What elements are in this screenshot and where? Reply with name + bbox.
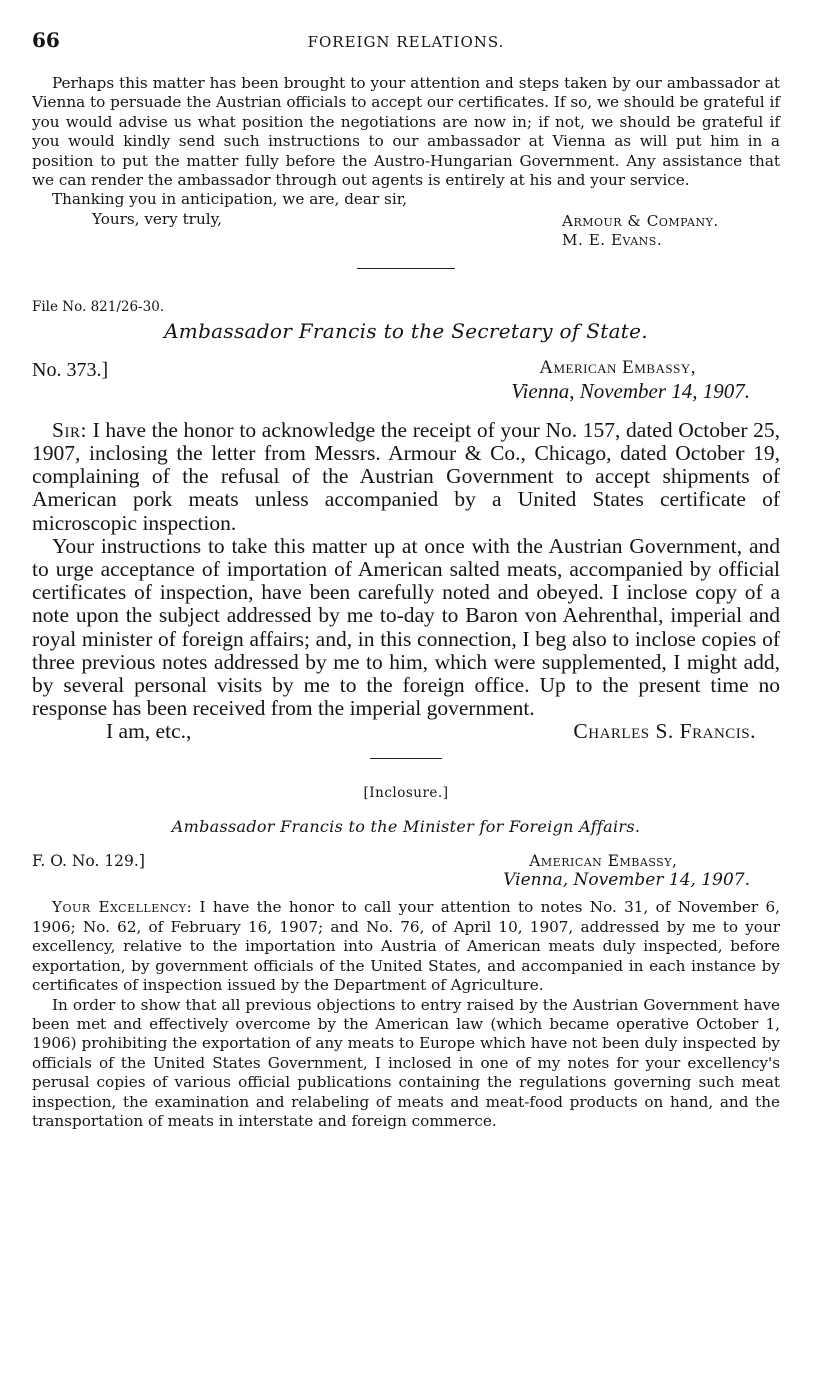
inclosure-heading: Ambassador Francis to the Minister for Foreign Affairs. <box>171 817 641 837</box>
dispatch-paragraph-2: Your instructions to take this matter up at once with the Austrian Government, and to urge acceptance of importation of American salted meats, accompanied by official certificates of inspection, have been carefully noted and obeyed. I inclose copy of a note upon the subject addressed by me to-day to Baron von Aehrenthal, imperial and royal minister of foreign affairs; and, in this connection, I beg also to inclose copies of three previous notes addressed by me to him, which were supplemented, I might add, by several personal visits by me to the foreign office. Up to the present time no response has been received from the imperial government. <box>32 533 780 721</box>
dispatch-salutation: Sir: <box>52 417 87 442</box>
letter-thanks: Thanking you in anticipation, we are, dear sir, <box>52 190 408 209</box>
inclosure-paragraph-1-text: I have the honor to call your attention to notes No. 31, of November 6, 1906; No. 62, of February 16, 1907; and No. 76, of April 10, 1907, addressed by me to your excellency, relative to the importation into Austria of American meats duly inspected, before exportation, by government officials of the United States, and accompanied in each instance by certificates of inspection issued by the Department of Agriculture. <box>32 898 780 995</box>
inclosure-salutation: Your Excellency: <box>52 898 193 917</box>
letter-signature-block <box>562 212 719 250</box>
inclosure-number: F. O. No. 129.] <box>32 852 145 871</box>
inclosure-paragraph-1 <box>32 898 780 995</box>
inclosure-place: American Embassy, <box>529 852 678 871</box>
letter-closing <box>32 210 780 250</box>
section-divider-2 <box>370 758 442 759</box>
armour-letter-continuation <box>32 74 780 250</box>
dispatch-closing: I am, etc., <box>106 719 192 744</box>
inclosure-date: Vienna, November 14, 1907. <box>503 870 750 891</box>
section-divider <box>357 268 455 269</box>
running-head: FOREIGN RELATIONS. <box>307 33 505 51</box>
file-number: File No. 821/26-30. <box>32 298 165 315</box>
dispatch-signoff <box>32 720 780 744</box>
dispatch-paragraph-1-text: I have the honor to acknowledge the receipt of your No. 157, dated October 25, 1907, inclosing the letter from Messrs. Armour & Co., Chicago, dated October 19, complaining of the refusal of the Austrian Government to accept shipments of American pork meats unless accompanied by a United States certificate of microscopic inspection. <box>32 417 781 535</box>
dispatch-number: No. 373.] <box>32 358 109 381</box>
page-header <box>32 28 780 58</box>
dispatch-header <box>32 357 780 407</box>
inclosure-header <box>32 852 780 894</box>
inclosure-label: [Inclosure.] <box>363 785 449 802</box>
letter-signer: M. E. Evans. <box>562 230 663 249</box>
dispatch-paragraph-1 <box>32 419 780 535</box>
letter-paragraph: Perhaps this matter has been brought to your attention and steps taken by our ambassador at Vienna to persuade the Austrian officials to accept our certificates. If so, we should be grateful if you would advise us what position the negotiations are now in; if not, we should be grateful if you would kindly send such instructions to our ambassador at Vienna as will put him in a position to put the matter fully before the Austro-Hungarian Government. Any assistance that we can render the ambassador through out agents is entirely at his and your service. <box>32 74 780 190</box>
dispatch-place: American Embassy, <box>539 356 697 378</box>
page-number: 66 <box>32 28 60 52</box>
dispatch-body <box>32 419 780 745</box>
inclosure-place-date <box>503 852 750 891</box>
inclosure-paragraph-2: In order to show that all previous objections to entry raised by the Austrian Government have been met and effectively overcome by the American law (which became operative October 1, 1906) prohibiting the exportation of any meats to Europe which have not been duly inspected by officials of the United States Government, I inclosed in one of my notes for your excellency's perusal copies of various official publications containing the regulations governing such meat inspection, the examination and relabeling of meats and meat-food products on hand, and the transportation of meats in interstate and foreign commerce. <box>32 995 780 1130</box>
dispatch-place-date <box>511 356 750 404</box>
dispatch-signer: Charles S. Francis. <box>573 719 756 744</box>
document-heading: Ambassador Francis to the Secretary of State. <box>164 318 648 343</box>
letter-company: Armour & Company. <box>562 211 719 230</box>
letter-yours: Yours, very truly, <box>92 209 222 228</box>
dispatch-date: Vienna, November 14, 1907. <box>511 378 750 403</box>
inclosure-body <box>32 898 780 1131</box>
